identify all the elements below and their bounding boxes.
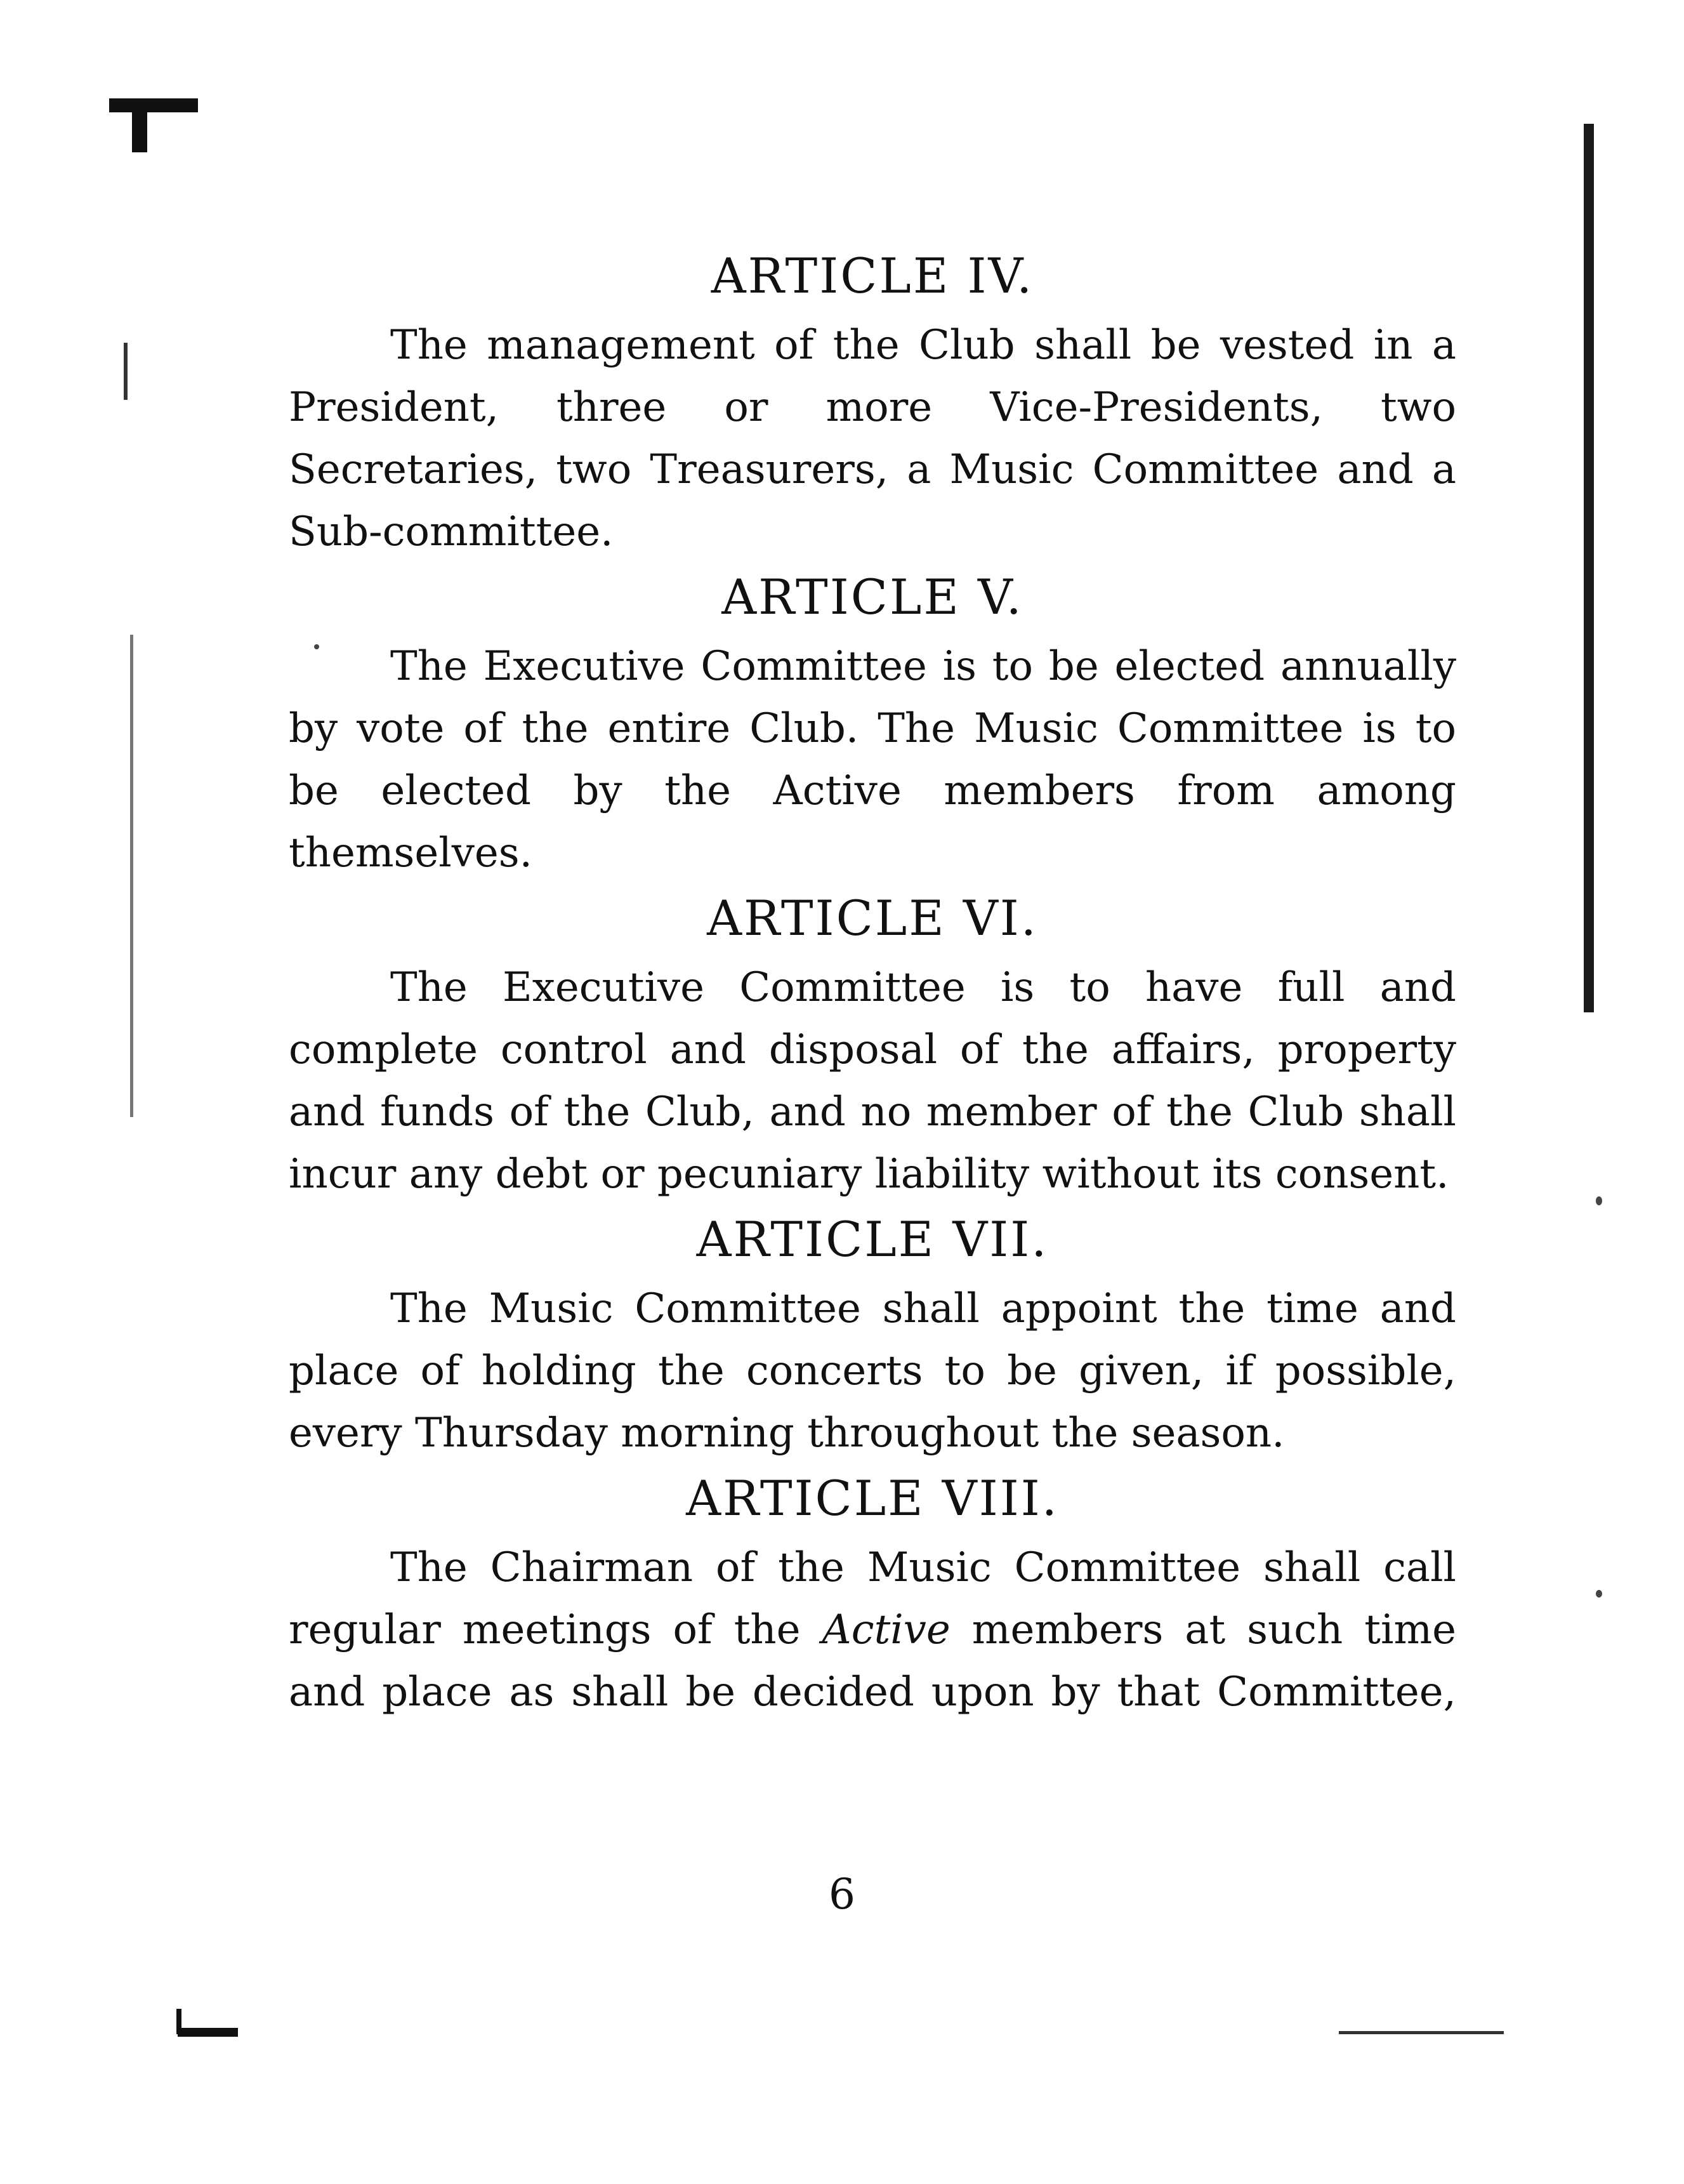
article-text: The Music Committee shall appoint the time and place of holding the concerts to be given, if possible, every Thursday morning throughout the season. <box>289 1285 1456 1457</box>
article-text: The Executive Committee is to be elected annually by vote of the entire Club. The Music Committee is to be elected by the Active members from among themselves. <box>289 643 1456 877</box>
article-heading: ARTICLE IV. <box>711 248 1034 304</box>
scan-artifact-bottom-left <box>178 2028 238 2037</box>
article-text-part: members at such time and place as shall be decided upon by that Committee, <box>289 1606 1456 1716</box>
article-text: The Executive Committee is to have full and complete control and disposal of the affairs, property and funds of the Club, and no member of the Club shall incur any debt or pecuniary liability without its consent. <box>289 964 1456 1198</box>
scan-artifact-bottom-left-stem <box>176 2009 181 2034</box>
article-heading: ARTICLE V. <box>721 569 1023 625</box>
article-heading: ARTICLE VIII. <box>686 1470 1059 1526</box>
scan-artifact-top-left <box>109 98 198 112</box>
article-heading: ARTICLE VII. <box>696 1211 1049 1267</box>
scan-artifact-left-edge-1 <box>124 343 128 400</box>
article-text <box>289 1537 1456 1723</box>
page-number: 6 <box>829 1870 855 1919</box>
scan-artifact-bottom-right <box>1339 2031 1504 2034</box>
article-text-part: The Chairman of the Music Committee shall call regular meetings of the <box>289 1544 1456 1653</box>
scan-artifact-left-edge-2 <box>130 635 133 1117</box>
article-heading: ARTICLE VI. <box>707 890 1038 946</box>
scan-artifact-right-edge <box>1584 124 1594 1012</box>
emphasized-word: Active <box>822 1606 951 1653</box>
scan-speck <box>1596 1590 1602 1598</box>
scan-speck <box>1596 1196 1602 1205</box>
document-body <box>289 244 1456 1726</box>
scan-artifact-top-left-stem <box>132 108 147 152</box>
article-text: The management of the Club shall be vested in a President, three or more Vice-Presidents, two Secretaries, two Treasurers, a Music Committee and a Sub-committee. <box>289 322 1456 555</box>
